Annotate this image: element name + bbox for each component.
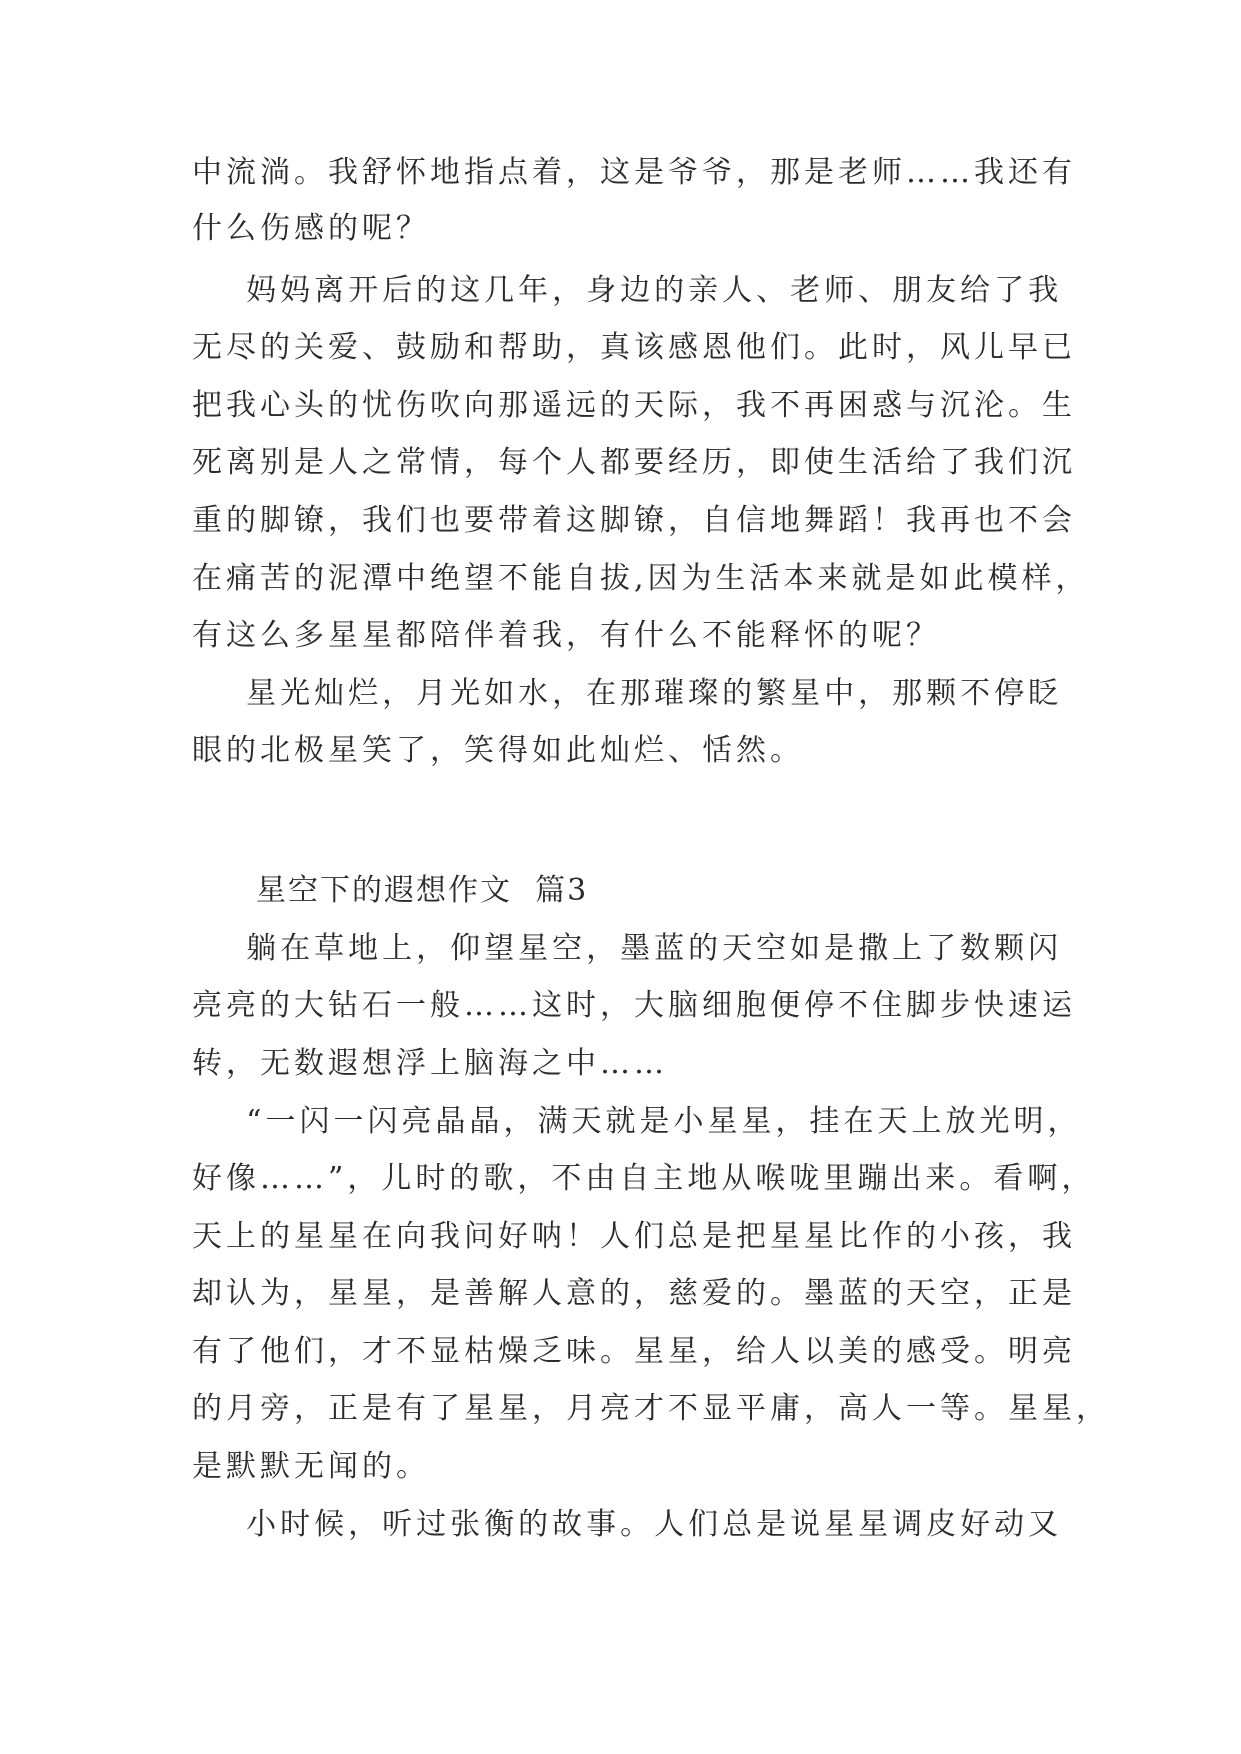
paragraph-line: 躺在草地上，仰望星空，墨蓝的天空如是撒上了数颗闪	[192, 931, 1063, 966]
paragraph-line: 在痛苦的泥潭中绝望不能自拔,因为生活本来就是如此模样，	[192, 561, 1090, 596]
paragraph-line: 死离别是人之常情，每个人都要经历，即使生活给了我们沉	[192, 445, 1076, 480]
paragraph-line: 转，无数遐想浮上脑海之中……	[192, 1046, 668, 1081]
paragraph-line: 好像……”，儿时的歌，不由自主地从喉咙里蹦出来。看啊，	[192, 1161, 1096, 1196]
paragraph-line: 妈妈离开后的这几年，身边的亲人、老师、朋友给了我	[192, 273, 1063, 308]
paragraph-line: 却认为，星星，是善解人意的，慈爱的。墨蓝的天空，正是	[192, 1276, 1076, 1311]
paragraph-line: 有这么多星星都陪伴着我，有什么不能释怀的呢？	[192, 618, 940, 653]
paragraph-line: 天上的星星在向我问好呐！人们总是把星星比作的小孩，我	[192, 1219, 1076, 1254]
paragraph-line: 亮亮的大钻石一般……这时，大脑细胞便停不住脚步快速运	[192, 988, 1076, 1023]
section-title: 星空下的遐想作文 篇3	[256, 873, 589, 908]
paragraph-line: 眼的北极星笑了，笑得如此灿烂、恬然。	[192, 733, 804, 768]
paragraph-line: 无尽的关爱、鼓励和帮助，真该感恩他们。此时，风儿早已	[192, 330, 1076, 365]
paragraph-line: 小时候，听过张衡的故事。人们总是说星星调皮好动又	[192, 1507, 1063, 1542]
paragraph-line: 什么伤感的呢？	[192, 211, 430, 246]
paragraph-line: 把我心头的忧伤吹向那遥远的天际，我不再困惑与沉沦。生	[192, 388, 1076, 423]
paragraph-line: 重的脚镣，我们也要带着这脚镣，自信地舞蹈！我再也不会	[192, 503, 1076, 538]
paragraph-line: 有了他们，才不显枯燥乏味。星星，给人以美的感受。明亮	[192, 1334, 1076, 1369]
paragraph-line: 中流淌。我舒怀地指点着，这是爷爷，那是老师……我还有	[192, 155, 1076, 190]
paragraph-line: 是默默无闻的。	[192, 1449, 430, 1484]
paragraph-line: “一闪一闪亮晶晶，满天就是小星星，挂在天上放光明，	[192, 1104, 1082, 1139]
paragraph-line: 的月旁，正是有了星星，月亮才不显平庸，高人一等。星星，	[192, 1391, 1110, 1426]
paragraph-line: 星光灿烂，月光如水，在那璀璨的繁星中，那颗不停眨	[192, 676, 1063, 711]
